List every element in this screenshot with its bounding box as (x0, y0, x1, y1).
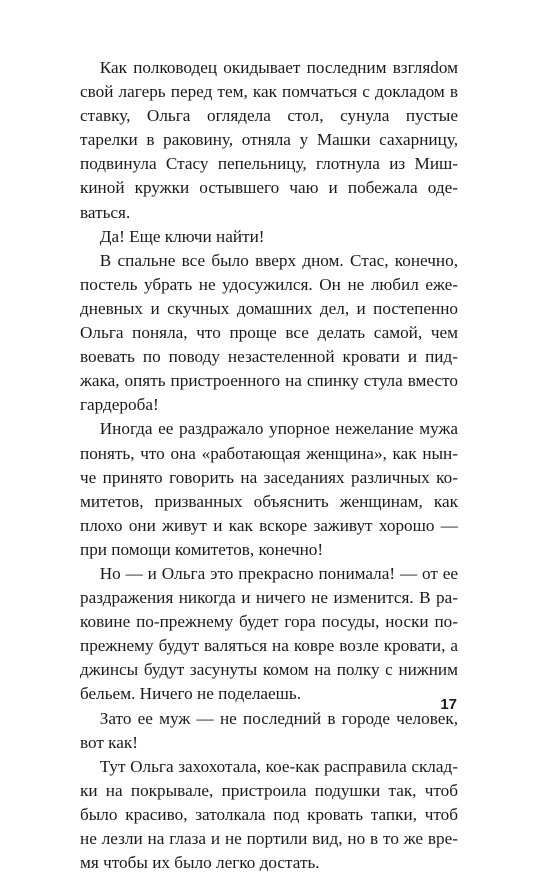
page-number: 17 (440, 696, 457, 713)
paragraph-7: Тут Ольга захохотала, кое-как расправила складки на покрывале, пристроила подушки так, чтоб было красиво, затолкала под кровать тапки, чтоб не лезли на глаза и не портили вид, но в то же время чтобы их было легко достать. (80, 756, 458, 873)
paragraph-2: Да! Еще ключи найти! (99, 226, 265, 246)
paragraph-6: Зато ее муж — не последний в городе человек, вот как! (80, 708, 458, 752)
paragraph-5: Но — и Ольга это прекрасно понимала! — от ее раздражения никогда и ничего не изменится. В раковине по-прежнему будет гора посуды, носки по-прежнему будут валяться на ковре возле кровати, а джинсы будут засунуты комом на полку с нижним бельем. Ничего не поделаешь. (80, 563, 458, 704)
page-text (80, 56, 458, 875)
paragraph-3: В спальне все было вверх дном. Стас, конечно, постель убрать не удосужился. Он не любил ежедневных и скучных домашних дел, и постепенно Ольга поняла, что проще все делать самой, чем воевать по поводу незастеленной кровати и пиджака, опять пристроенного на спинку стула вместо гардероба! (80, 250, 458, 415)
paragraph-4: Иногда ее раздражало упорное нежелание мужа понять, что она «работающая женщина», как нынче принято говорить на заседаниях различных комитетов, призванных объяснить женщинам, как плохо они живут и как вскоре заживут хорошо — при помощи комитетов, конечно! (80, 419, 458, 559)
paragraph-1: Как полководец окидывает последним взгляdом свой лагерь перед тем, как помчаться с докладом в ставку, Ольга оглядела стол, сунула пустые тарелки в раковину, отняла у Машки сахарницу, подвинула Стасу пепельницу, глотнула из Мишкиной кружки остывшего чаю и побежала одеваться. (80, 58, 458, 222)
